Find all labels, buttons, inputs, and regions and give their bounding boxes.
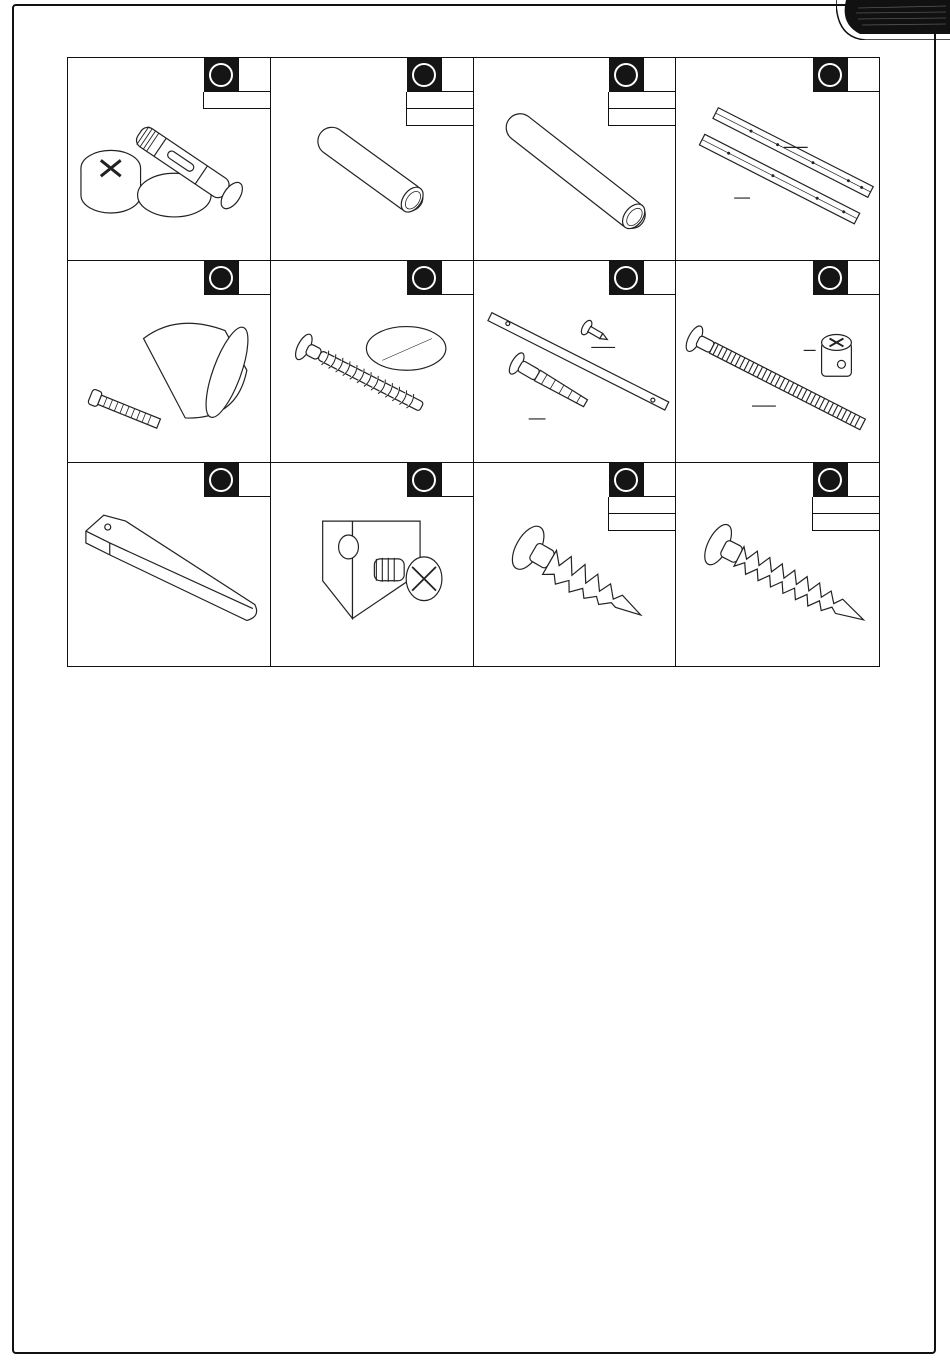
page-corner-tab xyxy=(836,0,950,40)
part-quantity-box xyxy=(643,261,675,295)
part-number-marker xyxy=(609,463,643,497)
part-number-marker xyxy=(407,58,441,92)
part-badge xyxy=(812,463,879,531)
part-cell-confirmat-screw-with-cap xyxy=(271,261,474,464)
part-number-marker xyxy=(609,58,643,92)
part-code-box-2 xyxy=(406,109,473,126)
part-badge xyxy=(813,58,879,92)
part-cell-short-wood-screw xyxy=(474,463,677,666)
part-cell-long-bolt-with-barrel-nut xyxy=(676,261,879,464)
part-number-marker xyxy=(204,58,238,92)
part-number-marker xyxy=(204,463,238,497)
part-cell-cone-foot-with-bolt xyxy=(68,261,271,464)
part-code-box xyxy=(608,92,675,109)
part-quantity-box xyxy=(238,261,270,295)
part-badge xyxy=(813,261,879,295)
part-quantity-box xyxy=(847,58,879,92)
part-number-marker xyxy=(813,261,847,295)
part-number-marker xyxy=(204,261,238,295)
part-quantity-box xyxy=(238,58,270,92)
part-code-box xyxy=(812,497,879,514)
part-cell-drawer-runner-pair xyxy=(676,58,879,261)
part-code-box-2 xyxy=(608,514,675,531)
part-number-marker xyxy=(609,261,643,295)
part-badge xyxy=(608,463,675,531)
part-quantity-box xyxy=(643,58,675,92)
part-badge xyxy=(608,58,675,126)
part-code-box xyxy=(203,92,270,109)
part-code-box-2 xyxy=(812,514,879,531)
part-quantity-box xyxy=(441,463,473,497)
part-badge xyxy=(407,463,473,497)
part-cell-wooden-dowel-long xyxy=(474,58,677,261)
part-badge xyxy=(204,463,270,497)
part-cell-bracket-with-screw xyxy=(271,463,474,666)
part-number-marker xyxy=(407,261,441,295)
part-badge xyxy=(407,261,473,295)
part-cell-wall-strap-kit xyxy=(474,261,677,464)
part-cell-tapered-wooden-leg xyxy=(68,463,271,666)
part-number-marker xyxy=(813,463,847,497)
part-badge xyxy=(609,261,675,295)
part-number-marker xyxy=(407,463,441,497)
part-cell-wooden-dowel-short xyxy=(271,58,474,261)
part-code-box xyxy=(406,92,473,109)
part-quantity-box xyxy=(847,463,879,497)
part-code-box-2 xyxy=(608,109,675,126)
part-quantity-box xyxy=(238,463,270,497)
part-quantity-box xyxy=(643,463,675,497)
part-cell-cam-bolt-set xyxy=(68,58,271,261)
part-badge xyxy=(406,58,473,126)
parts-grid xyxy=(67,57,880,667)
part-badge xyxy=(204,261,270,295)
part-quantity-box xyxy=(441,58,473,92)
part-badge xyxy=(203,58,270,109)
part-cell-long-wood-screw xyxy=(676,463,879,666)
part-quantity-box xyxy=(441,261,473,295)
part-number-marker xyxy=(813,58,847,92)
part-quantity-box xyxy=(847,261,879,295)
part-code-box xyxy=(608,497,675,514)
